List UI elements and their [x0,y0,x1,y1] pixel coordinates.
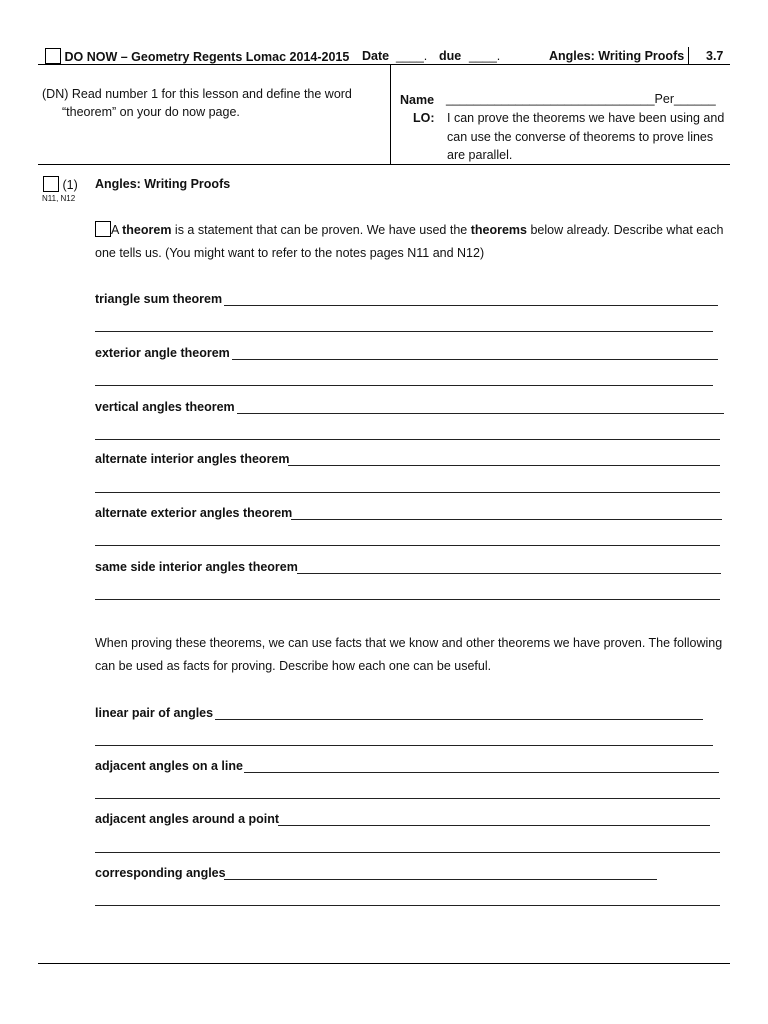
fact-label-corresponding: corresponding angles [95,866,226,880]
answer-line[interactable] [232,359,718,360]
section-divider [688,47,689,64]
intro-text-a: A [111,223,123,237]
answer-line[interactable] [95,439,720,440]
section-number: 3.7 [706,49,724,63]
answer-line[interactable] [95,852,720,853]
lo-line1: I can prove the theorems we have been using and [447,111,725,125]
theorem-label-vertical-angles: vertical angles theorem [95,400,235,414]
theorem-intro-line1 [95,221,723,237]
fact-label-linear-pair: linear pair of angles [95,706,214,720]
answer-line[interactable] [244,772,719,773]
do-now-instruction-line1: (DN) Read number 1 for this lesson and define the word [42,87,352,101]
answer-line[interactable] [95,385,713,386]
date-label: Date [362,49,390,63]
date-blank[interactable]: ____. [396,49,428,63]
lo-line2: can use the converse of theorems to prove lines [447,130,714,144]
theorem-label-exterior-angle: exterior angle theorem [95,346,230,360]
answer-line[interactable] [224,305,718,306]
header-bottom-rule [38,164,730,165]
section-1-checkbox[interactable] [43,176,59,192]
section-1-refs: N11, N12 [42,194,76,203]
facts-intro-line1: When proving these theorems, we can use facts that we know and other theorems we have proven. The following [95,636,723,650]
theorem-label-alternate-interior: alternate interior angles theorem [95,452,290,466]
answer-line[interactable] [95,905,720,906]
lo-label: LO: [413,111,435,125]
answer-line[interactable] [278,825,710,826]
answer-line[interactable] [215,719,703,720]
due-label: due [439,49,462,63]
worksheet-title: DO NOW – Geometry Regents Lomac 2014-2015 [64,50,350,64]
facts-intro-line2: can be used as facts for proving. Describe how each one can be useful. [95,659,492,673]
theorem-label-alternate-exterior: alternate exterior angles theorem [95,506,293,520]
answer-line[interactable] [95,798,720,799]
intro-keyword-theorem: theorem [122,223,172,237]
theorem-label-same-side-interior: same side interior angles theorem [95,560,298,574]
theorem-label-triangle-sum: triangle sum theorem [95,292,223,306]
answer-line[interactable] [291,519,722,520]
answer-line[interactable] [237,413,724,414]
header-box-divider [390,64,391,164]
name-field[interactable]: ______________________________Per______ [446,92,716,106]
header-top-rule [38,64,688,65]
due-blank[interactable]: ____. [469,49,501,63]
do-now-title-row [45,48,349,64]
do-now-checkbox[interactable] [45,48,61,64]
intro-keyword-theorems: theorems [470,223,527,237]
section-number-underline [688,64,730,65]
section-1-title: Angles: Writing Proofs [95,177,231,191]
answer-line[interactable] [95,745,713,746]
section-1-number: (1) [62,178,78,192]
intro-text-e: below already. Describe what each [527,223,724,237]
name-label: Name [400,93,435,107]
answer-line[interactable] [297,573,721,574]
theorem-checkbox[interactable] [95,221,111,237]
theorem-intro-line2: one tells us. (You might want to refer to the notes pages N11 and N12) [95,246,485,260]
fact-label-adjacent-line: adjacent angles on a line [95,759,243,773]
answer-line[interactable] [288,465,720,466]
answer-line[interactable] [95,492,720,493]
do-now-instruction-line2: “theorem” on your do now page. [62,105,240,119]
section-1-marker [43,176,78,192]
topic-title: Angles: Writing Proofs [549,49,685,63]
fact-label-adjacent-point: adjacent angles around a point [95,812,280,826]
footer-rule [38,963,730,964]
answer-line[interactable] [95,599,720,600]
lo-line3: are parallel. [447,148,513,162]
answer-line[interactable] [224,879,657,880]
answer-line[interactable] [95,545,720,546]
intro-text-c: is a statement that can be proven. We have used the [171,223,471,237]
answer-line[interactable] [95,331,713,332]
